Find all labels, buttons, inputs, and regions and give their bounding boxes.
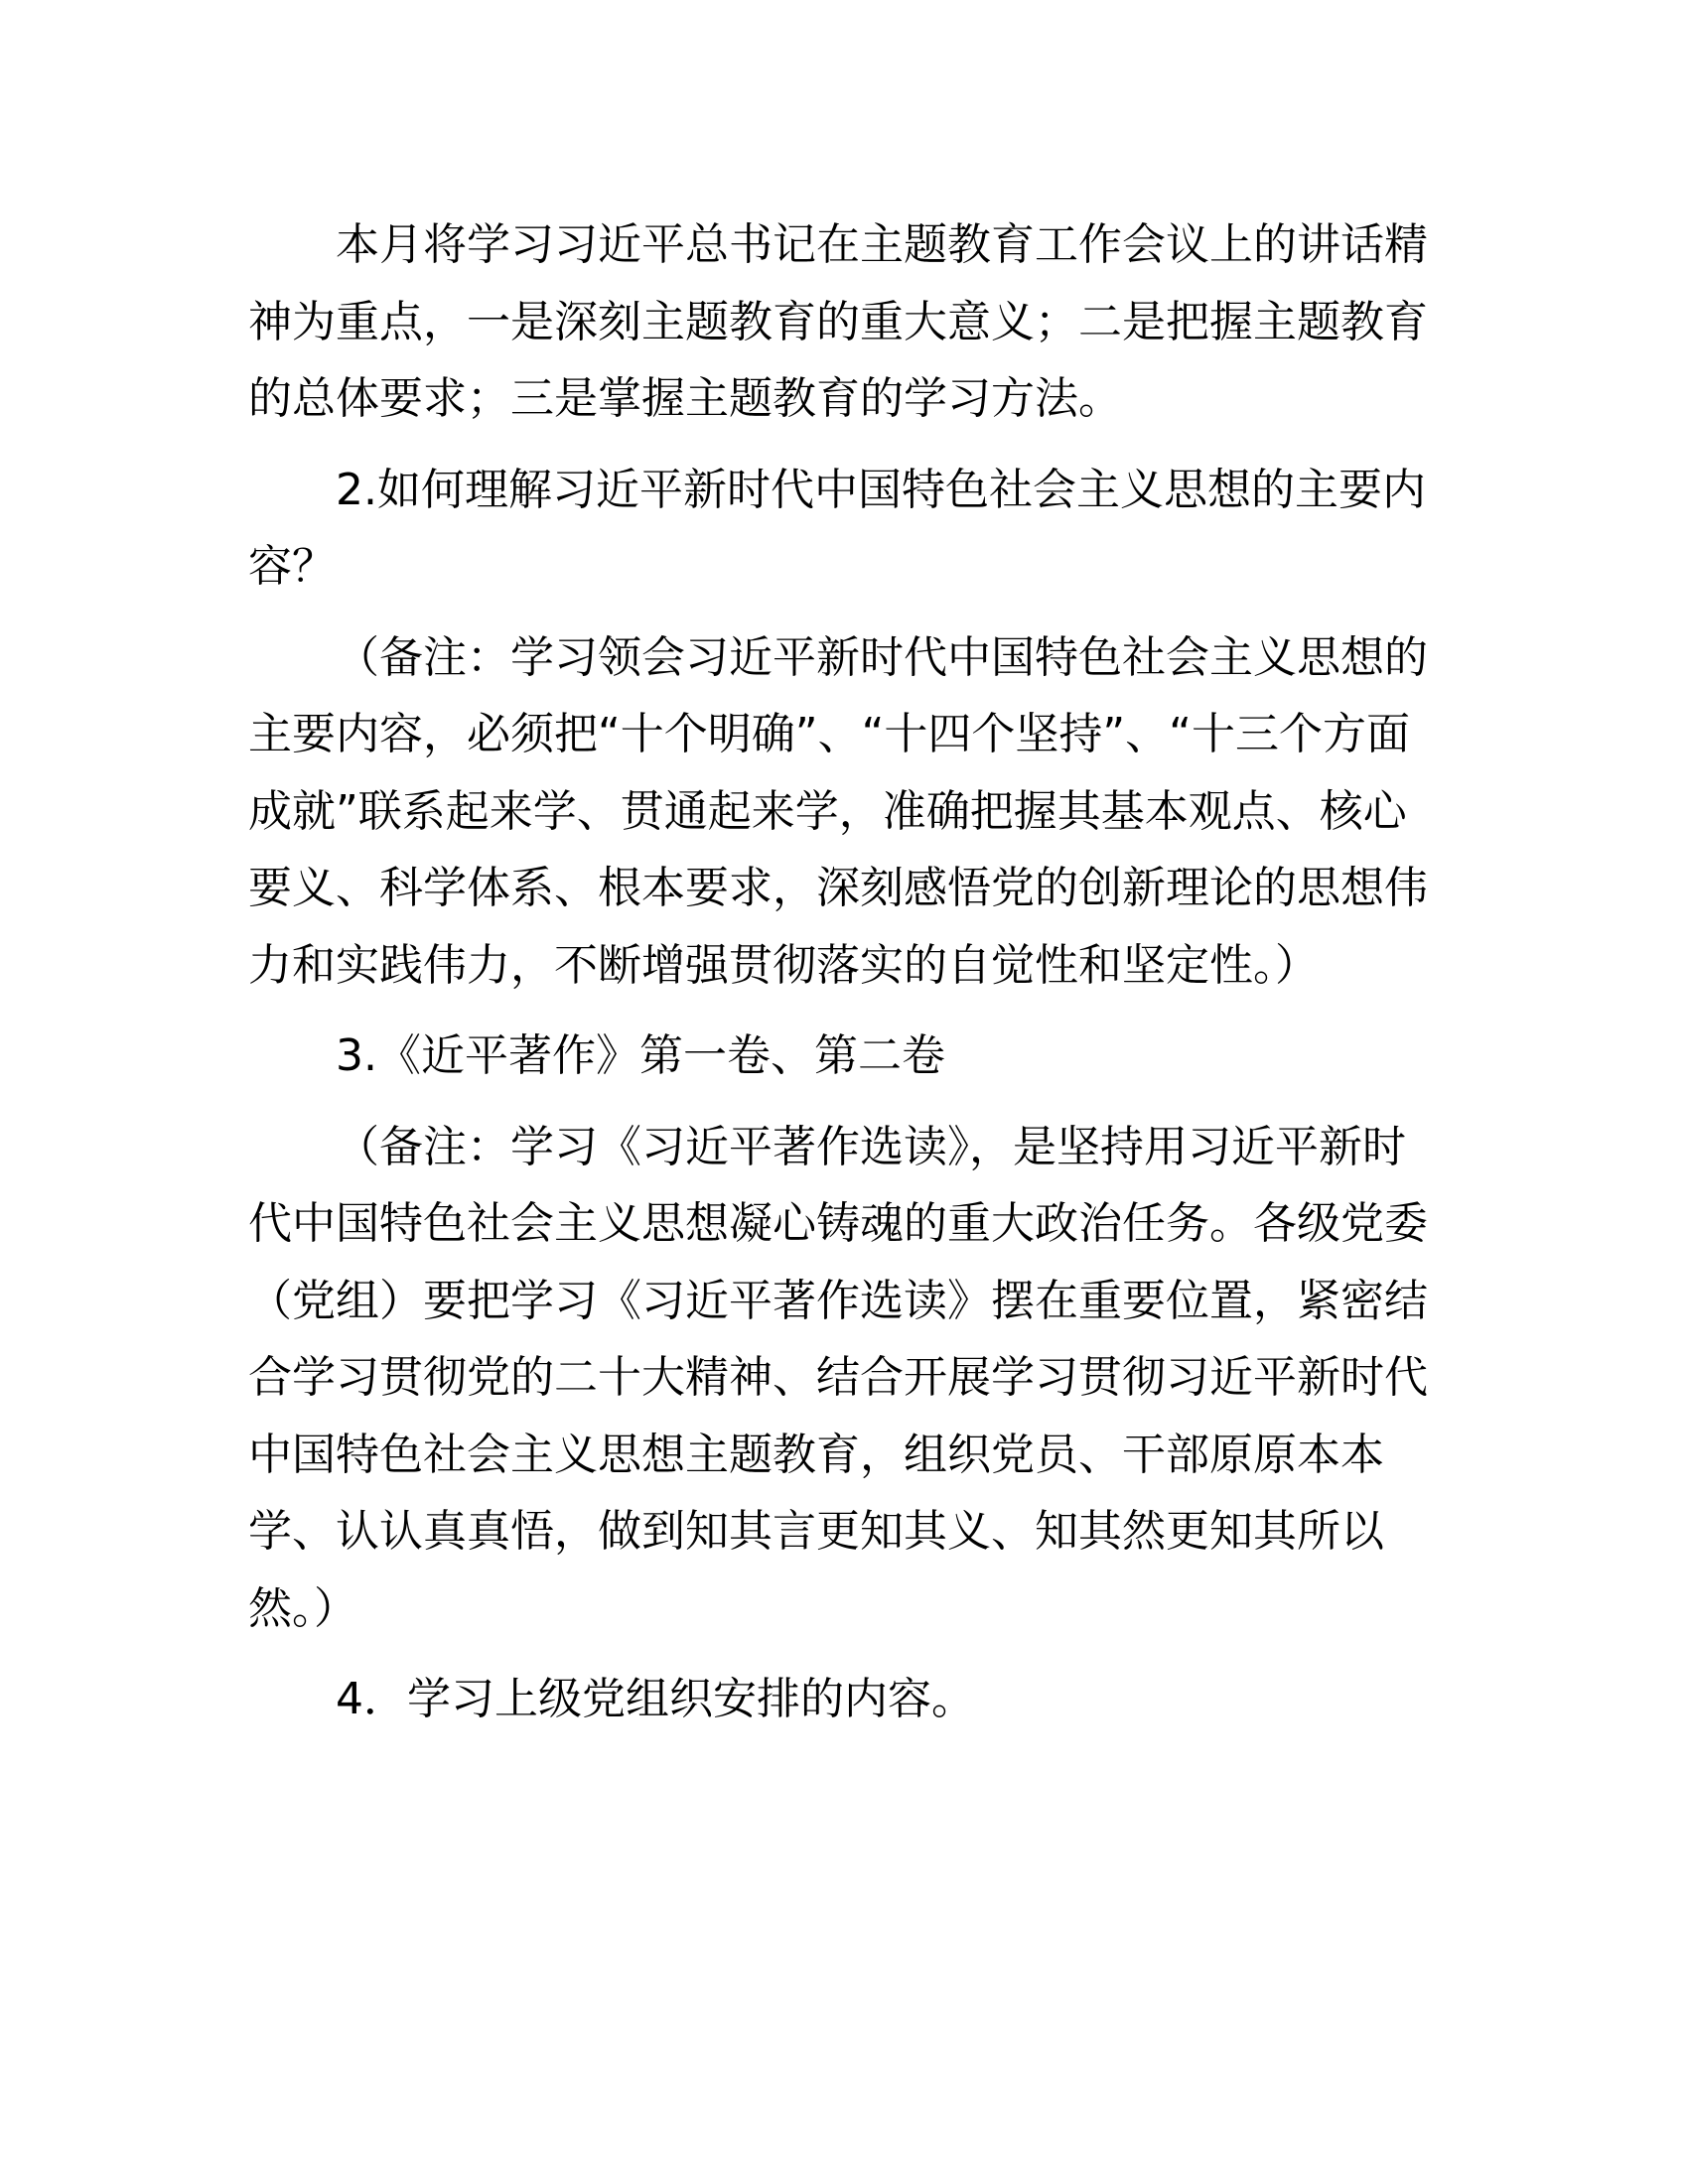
text-line: 合学习贯彻党的二十大精神、结合开展学习贯彻习近平新时代 bbox=[248, 1352, 1428, 1403]
text-line: 3.《近平著作》第一卷、第二卷 bbox=[336, 1030, 945, 1081]
text-line: （党组）要把学习《习近平著作选读》摆在重要位置，紧密结 bbox=[248, 1275, 1428, 1326]
text-line: 中国特色社会主义思想主题教育，组织党员、干部原原本本 bbox=[248, 1429, 1384, 1480]
text-line: 的总体要求；三是掌握主题教育的学习方法。 bbox=[248, 373, 1122, 424]
text-line: 主要内容，必须把“十个明确”、“十四个坚持”、“十三个方面 bbox=[248, 709, 1410, 759]
paragraph bbox=[248, 452, 1430, 606]
text-line: （备注：学习领会习近平新时代中国特色社会主义思想的 bbox=[336, 631, 1428, 683]
text-line: （备注：学习《习近平著作选读》，是坚持用习近平新时 bbox=[336, 1121, 1406, 1172]
text-line: 要义、科学体系、根本要求，深刻感悟党的创新理论的思想伟 bbox=[248, 863, 1428, 913]
text-line: 2.如何理解习近平新时代中国特色社会主义思想的主要内 bbox=[336, 464, 1426, 515]
paragraph bbox=[248, 619, 1430, 1005]
text-line: 力和实践伟力，不断增强贯彻落实的自觉性和坚定性。） bbox=[248, 939, 1319, 991]
paragraph bbox=[248, 206, 1430, 438]
text-line: 神为重点，一是深刻主题教育的重大意义；二是把握主题教育 bbox=[248, 296, 1428, 347]
text-line: 代中国特色社会主义思想凝心铸魂的重大政治任务。各级党委 bbox=[248, 1198, 1428, 1249]
text-line: 容？ bbox=[248, 541, 336, 592]
text-line: 然。） bbox=[248, 1582, 357, 1634]
text-line: 成就”联系起来学、贯通起来学，准确把握其基本观点、核心 bbox=[248, 785, 1407, 837]
text-line: 4．学习上级党组织安排的内容。 bbox=[336, 1674, 975, 1724]
text-line: 本月将学习习近平总书记在主题教育工作会议上的讲话精 bbox=[336, 219, 1428, 270]
paragraph bbox=[248, 1109, 1430, 1648]
paragraph bbox=[248, 1661, 1430, 1738]
document-body bbox=[248, 206, 1430, 1752]
text-line: 学、认认真真悟，做到知其言更知其义、知其然更知其所以 bbox=[248, 1506, 1384, 1557]
paragraph bbox=[248, 1018, 1430, 1095]
